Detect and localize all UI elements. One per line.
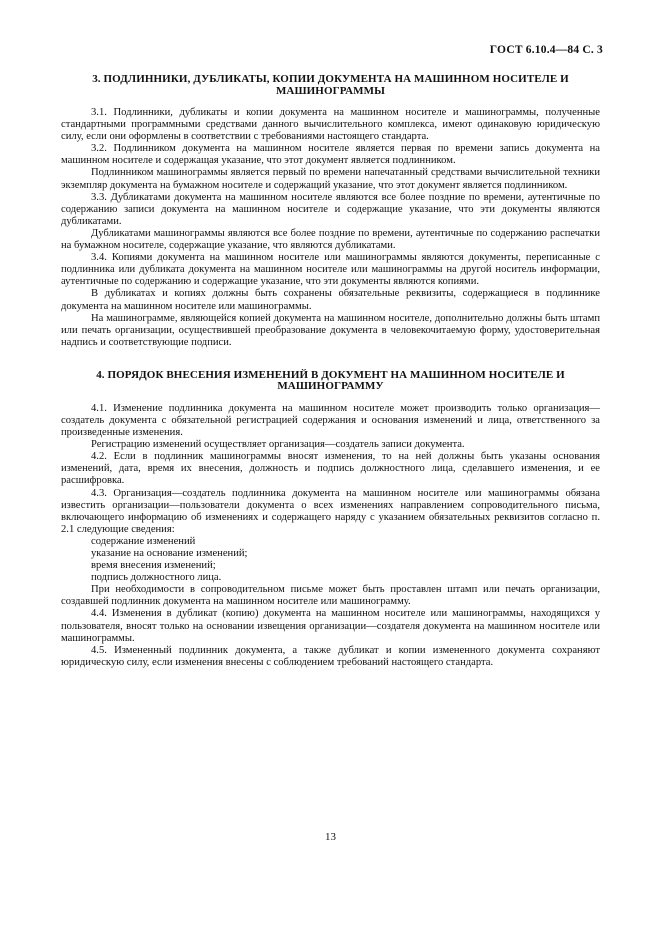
running-header: ГОСТ 6.10.4—84 С. 3 — [489, 44, 603, 56]
list-item: указание на основание изменений; — [91, 548, 248, 559]
list-item: содержание изменений — [91, 535, 196, 547]
paragraph: На машинограмме, являющейся копией документа на машинном носителе, дополнительно должны быть штамп или печать организации, осуществившей преобразование документа в человекочитаемую форму, удостоверительная надпись и соответствующие подписи. — [61, 312, 600, 348]
paragraph: 4.5. Измененный подлинник документа, а также дубликат и копии измененного документа сохраняют юридическую силу, если изменения внесены с соблюдением требований настоящего стандарта. — [61, 644, 600, 668]
paragraph: 3.1. Подлинники, дубликаты и копии документа на машинном носителе и машинограммы, полученные стандартными программными средствами данного вычислительного комплекса, имеют одинаковую юридическую силу, если они оформлены в соответствии с требованиями настоящего стандарта. — [61, 107, 600, 143]
paragraph: 3.2. Подлинником документа на машинном носителе является первая по времени запись документа на машинном носителе и содержащая указание, что этот документ является подлинником. — [61, 143, 600, 167]
paragraph: В дубликатах и копиях должны быть сохранены обязательные реквизиты, содержащиеся в подлиннике документа на машинном носителе или машинограммы. — [61, 288, 600, 312]
paragraph: 4.1. Изменение подлинника документа на машинном носителе может производить только организация—создатель документа с обязательной регистрацией содержания и основания изменений и лица, ответственного за произведенные изменения. — [61, 402, 600, 439]
paragraph: 3.3. Дубликатами документа на машинном носителе являются все более поздние по времени, аутентичные по содержанию записи документа на машинном носителе и содержащие указание, что эти документы являются дубликатами. — [61, 191, 600, 227]
section-4-title: 4. ПОРЯДОК ВНЕСЕНИЯ ИЗМЕНЕНИЙ В ДОКУМЕНТ НА МАШИННОМ НОСИТЕЛЕ И МАШИНОГРАММУ — [96, 368, 565, 393]
paragraph: Регистрацию изменений осуществляет организация—создатель записи документа. — [91, 439, 465, 451]
paragraph: Дубликатами машинограммы являются все более поздние по времени, аутентичные по содержанию распечатки на бумажном носителе, содержащие указание, что являются дубликатами. — [61, 227, 600, 252]
page-content — [61, 74, 600, 669]
paragraph: 4.3. Организация—создатель подлинника документа на машинном носителе или машинограммы обязана известить организации—пользователи документа о всех изменениях направлением сопроводительного письма, включающего информацию об изменениях и содержащего наряду с указанием обязательных реквизитов согласно п. 2.1 следующие сведения: — [61, 487, 600, 535]
section-3 — [61, 74, 600, 349]
section-3-title: 3. ПОДЛИННИКИ, ДУБЛИКАТЫ, КОПИИ ДОКУМЕНТА НА МАШИННОМ НОСИТЕЛЕ И МАШИНОГРАММЫ — [92, 73, 569, 97]
list-item: подпись должностного лица. — [91, 572, 222, 584]
paragraph: 4.2. Если в подлинник машинограммы вносят изменения, то на ней должны быть указаны основания изменений, дата, время их внесения, должность и подпись должностного лица, сделавшего изменения, и ее расшифровка. — [61, 451, 600, 487]
section-4-body — [61, 403, 600, 669]
section-4 — [61, 370, 600, 669]
paragraph: 4.4. Изменения в дубликат (копию) документа на машинном носителе или машинограммы, находящихся у пользователя, вносят только на основании извещения организации—создателя документа на машинном носителе или машинограммы. — [61, 608, 600, 644]
list-item: время внесения изменений; — [91, 560, 216, 572]
section-3-body — [61, 107, 600, 349]
paragraph: Подлинником машинограммы является первый по времени напечатанный средствами вычислительной техники экземпляр документа на бумажном носителе и содержащий указание, что этот документ является подлинником. — [61, 167, 600, 191]
paragraph: 3.4. Копиями документа на машинном носителе или машинограммы являются документы, переписанные с подлинника или дубликата документа на машинном носителе или машинограммы на другой носитель информации, аутентичные по содержанию и содержащие указание, что эти документы являются копиями. — [61, 252, 600, 288]
page-number: 13 — [325, 831, 336, 843]
paragraph: При необходимости в сопроводительном письме может быть проставлен штамп или печать организации, создавшей подлинник документа на машинном носителе или машинограмму. — [61, 584, 600, 608]
